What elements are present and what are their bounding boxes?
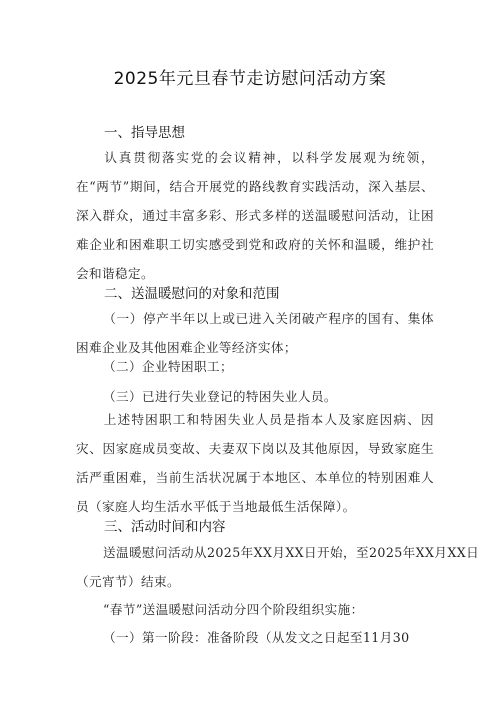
activity-time-line-2: （元宵节）结束。 — [76, 574, 180, 589]
paragraph-text: 上述特困职工和特困失业人员是指本人及家庭因病、因灾、因家庭成员变故、夫妻双下岗以及其他原因，导致家庭生活严重困难，当前生活状况属于本地区、本单位的特别困难人员（家庭人均生活水平低于当地最低生活保障）。 — [76, 412, 434, 514]
paragraph-text: 认真贯彻落实党的会议精神，以科学发展观为统领，在“两节”期间，结合开展党的路线教育实践活动，深入基层、深入群众，通过丰富多彩、形式多样的送温暖慰问活动，让困难企业和困难职工切实感受到党和政府的关怀和温暖，维护社会和谐稳定。 — [76, 150, 434, 281]
activity-time-line-1: 送温暖慰问活动从2025年XX月XX日开始，至2025年XX月XX日 — [103, 545, 480, 560]
section-heading-time-content: 三、活动时间和内容 — [104, 519, 226, 535]
list-item-target-2: （二）企业特困职工； — [103, 359, 233, 374]
section-paragraph-definition — [76, 405, 434, 521]
section-paragraph-guiding-ideology — [76, 143, 434, 288]
stage-1-line: （一）第一阶段：准备阶段（从发文之日起至11月30 — [103, 630, 410, 645]
stages-intro: “春节”送温暖慰问活动分四个阶段组织实施： — [103, 602, 364, 617]
list-item-target-1 — [76, 304, 434, 362]
section-heading-guiding-ideology: 一、指导思想 — [104, 125, 185, 141]
document-title: 2025年元旦春节走访慰问活动方案 — [113, 69, 387, 89]
list-item-text: （一）停产半年以上或已进入关闭破产程序的国有、集体困难企业及其他困难企业等经济实体； — [76, 311, 434, 355]
list-item-target-3: （三）已进行失业登记的特困失业人员。 — [103, 389, 337, 404]
section-heading-targets-scope: 二、送温暖慰问的对象和范围 — [104, 286, 280, 302]
